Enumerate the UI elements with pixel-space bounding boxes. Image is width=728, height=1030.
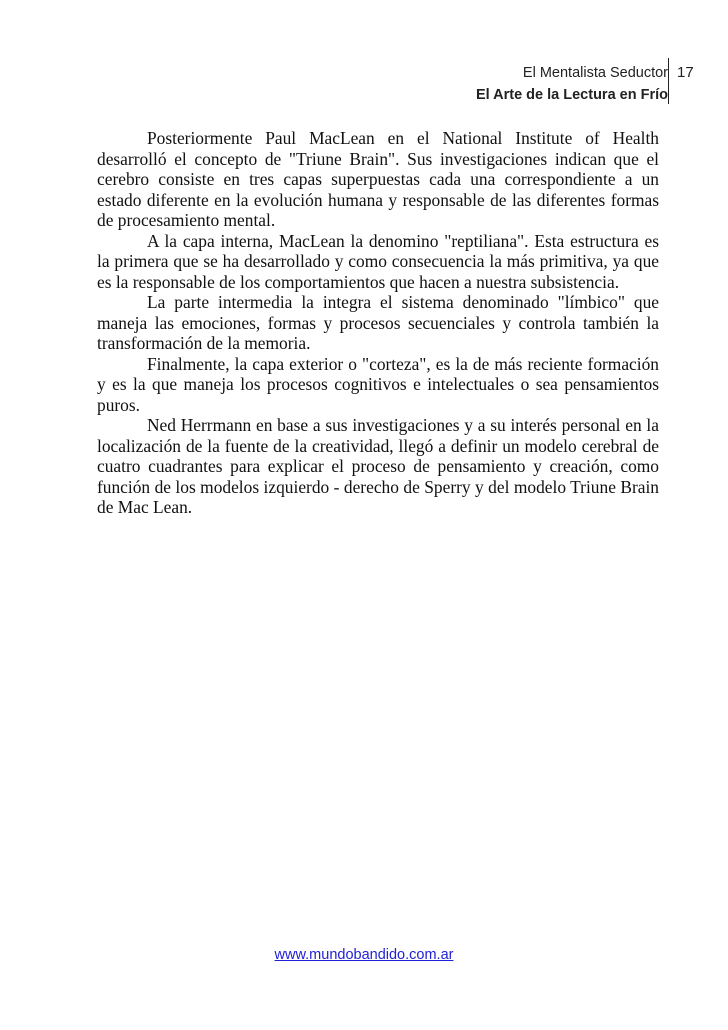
paragraph: Ned Herrmann en base a sus investigaciones y a su interés personal en la localización de la fuente de la creatividad, llegó a definir un modelo cerebral de cuatro cuadrantes para explicar el proceso de pensamiento y creación, como función de los modelos izquierdo - derecho de Sperry y del modelo Triune Brain de Mac Lean. <box>97 415 659 517</box>
header-book-title: El Mentalista Seductor <box>522 65 668 81</box>
header-book-subtitle: El Arte de la Lectura en Frío <box>475 87 668 103</box>
page-number: 17 <box>677 64 694 81</box>
paragraph: Posteriormente Paul MacLean en el National Institute of Health desarrolló el concepto de "Triune Brain". Sus investigaciones indican que el cerebro consiste en tres capas superpuestas cada una correspondiente a un estado diferente en la evolución humana y responsable de las diferentes formas de procesamiento mental. <box>97 128 659 230</box>
paragraph: La parte intermedia la integra el sistema denominado "límbico" que maneja las emociones, formas y procesos secuenciales y controla también la transformación de la memoria. <box>97 292 659 353</box>
paragraph: Finalmente, la capa exterior o "corteza", es la de más reciente formación y es la que maneja los procesos cognitivos e intelectuales o sea pensamientos puros. <box>97 353 659 415</box>
header-divider <box>668 58 669 104</box>
body-text <box>97 128 659 518</box>
paragraph: A la capa interna, MacLean la denomino "reptiliana". Esta estructura es la primera que se ha desarrollado y como consecuencia la más primitiva, ya que es la responsable de los comportamientos que hacen a nuestra subsistencia. <box>97 230 659 292</box>
running-header <box>476 62 668 106</box>
footer-website-link[interactable]: www.mundobandido.com.ar <box>274 947 454 963</box>
